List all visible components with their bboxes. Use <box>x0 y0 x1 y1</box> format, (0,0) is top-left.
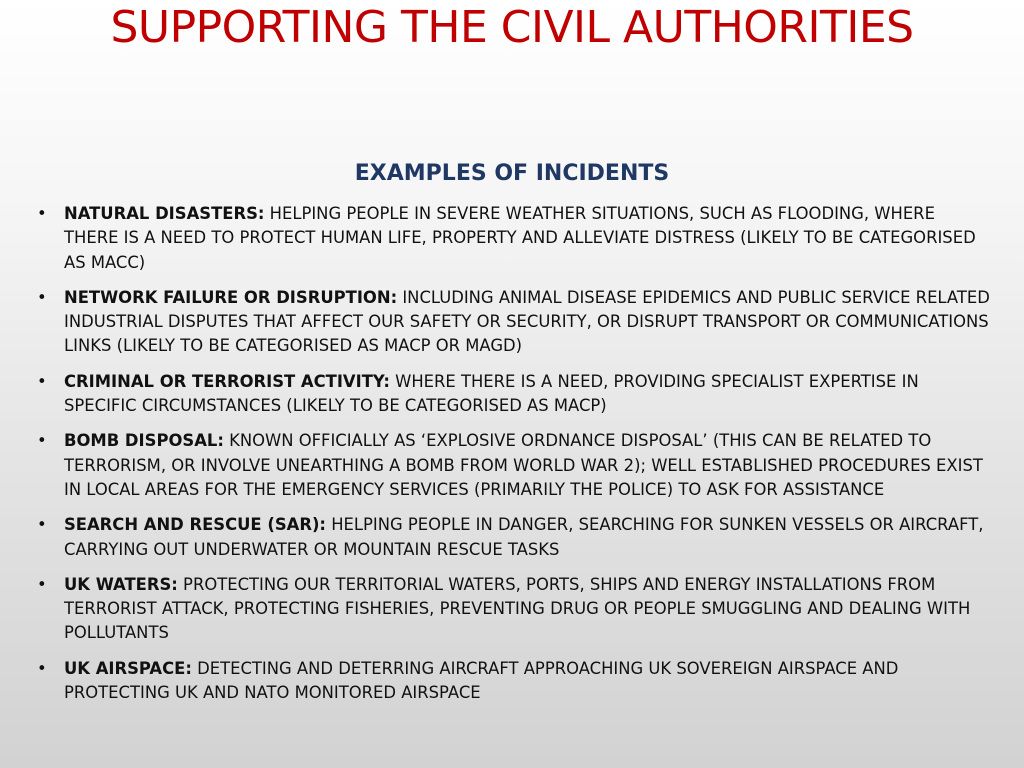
item-heading: NATURAL DISASTERS: <box>64 204 265 223</box>
bullet-icon: • <box>37 574 47 594</box>
item-heading: CRIMINAL OR TERRORIST ACTIVITY: <box>64 371 390 391</box>
item-text: INCLUDING ANIMAL DISEASE EPIDEMICS AND PUBLIC SERVICE RELATED INDUSTRIAL DISPUTES THAT AFFECT OUR SAFETY OR SECURITY, OR DISRUPT TRANSPORT OR COMMUNICATIONS LINKS (LIKELY TO BE CATEGORISED AS MACP OR MAGD) <box>64 287 990 356</box>
bullet-icon: • <box>37 515 47 535</box>
bullet-icon: • <box>37 287 47 307</box>
item-heading: BOMB DISPOSAL: <box>64 431 224 451</box>
list-item-natural-disasters <box>37 202 994 275</box>
list-item-bomb-disposal <box>37 429 994 502</box>
bullet-icon: • <box>37 658 47 678</box>
list-item-criminal-terrorist <box>37 370 994 419</box>
item-text: HELPING PEOPLE IN DANGER, SEARCHING FOR SUNKEN VESSELS OR AIRCRAFT, CARRYING OUT UNDERWATER OR MOUNTAIN RESCUE TASKS <box>64 515 984 559</box>
item-text: PROTECTING OUR TERRITORIAL WATERS, PORTS, SHIPS AND ENERGY INSTALLATIONS FROM TERRORIST ATTACK, PROTECTING FISHERIES, PREVENTING DRUG OR PEOPLE SMUGGLING AND DEALING WITH POLLUTANTS <box>64 574 971 643</box>
list-item-uk-waters <box>37 573 994 646</box>
item-text: KNOWN OFFICIALLY AS ‘EXPLOSIVE ORDNANCE DISPOSAL’ (THIS CAN BE RELATED TO TERRORISM, OR INVOLVE UNEARTHING A BOMB FROM WORLD WAR 2); WELL ESTABLISHED PROCEDURES EXIST IN LOCAL AREAS FOR THE EMERGENCY SERVICES (PRIMARILY THE POLICE) TO ASK FOR ASSISTANCE <box>64 431 983 499</box>
slide-subtitle: EXAMPLES OF INCIDENTS <box>354 161 670 186</box>
item-text: DETECTING AND DETERRING AIRCRAFT APPROACHING UK SOVEREIGN AIRSPACE AND PROTECTING UK AND NATO MONITORED AIRSPACE <box>64 658 899 703</box>
bullet-icon: • <box>37 371 47 391</box>
incident-list <box>37 202 994 716</box>
bullet-icon: • <box>37 204 47 223</box>
item-heading: SEARCH AND RESCUE (SAR): <box>64 515 326 535</box>
item-text: HELPING PEOPLE IN SEVERE WEATHER SITUATIONS, SUCH AS FLOODING, WHERE THERE IS A NEED TO PROTECT HUMAN LIFE, PROPERTY AND ALLEVIATE DISTRESS (LIKELY TO BE CATEGORISED AS MACC) <box>64 204 976 272</box>
bullet-icon: • <box>37 431 47 451</box>
item-heading: UK WATERS: <box>64 574 178 594</box>
slide-title: SUPPORTING THE CIVIL AUTHORITIES <box>110 2 914 53</box>
list-item-uk-airspace <box>37 657 994 706</box>
list-item-network-failure <box>37 286 994 359</box>
item-heading: NETWORK FAILURE OR DISRUPTION: <box>64 287 398 307</box>
item-heading: UK AIRSPACE: <box>64 658 192 678</box>
item-text: WHERE THERE IS A NEED, PROVIDING SPECIALIST EXPERTISE IN SPECIFIC CIRCUMSTANCES (LIKELY TO BE CATEGORISED AS MACP) <box>64 371 919 416</box>
list-item-search-rescue <box>37 513 994 562</box>
